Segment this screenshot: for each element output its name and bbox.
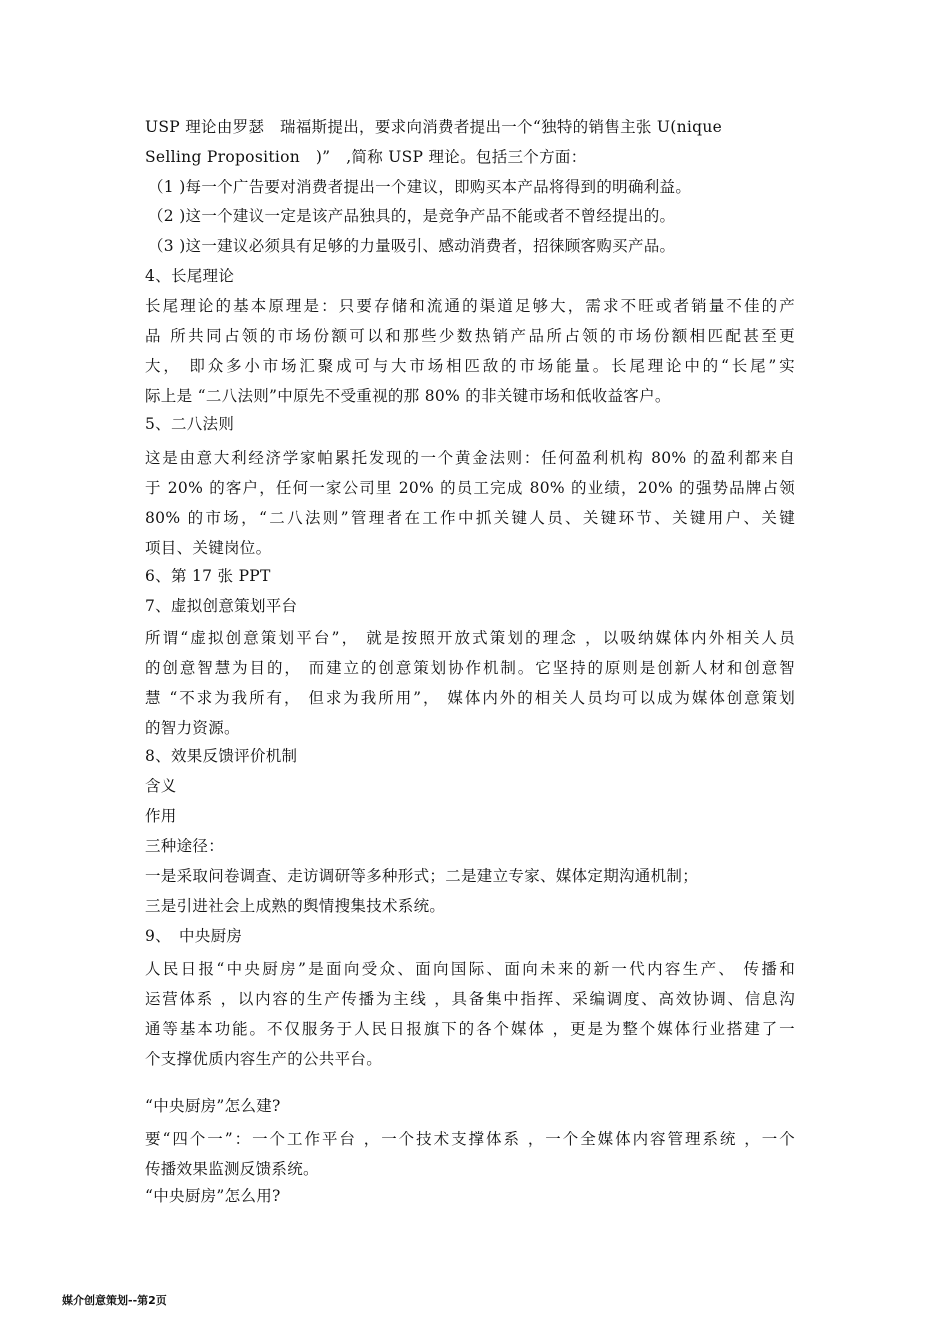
- central-kitchen-build-line-1: 要“四个一”：一个工作平台 ，一个技术支撑体系 ，一个全媒体内容管理系统 ，一个: [145, 1130, 795, 1148]
- pareto-line-4: 项目、关键岗位。: [145, 539, 272, 557]
- virtual-platform-line-2: 的创意智慧为目的， 而建立的创意策划协作机制。它坚持的原则是创新人材和创意智: [145, 659, 795, 677]
- usp-para-line-2: Selling Proposition )” ,简称 USP 理论。包括三个方面：: [145, 148, 587, 166]
- usp-point-2: （2 )这一个建议一定是该产品独具的，是竞争产品不能或者不曾经提出的。: [148, 207, 676, 225]
- virtual-platform-line-1: 所谓“虚拟创意策划平台”， 就是按照开放式策划的理念 ，以吸纳媒体内外相关人员: [145, 629, 795, 647]
- long-tail-line-3: 大， 即众多小市场汇聚成可与大市场相匹敌的市场能量。长尾理论中的“长尾”实: [145, 357, 795, 375]
- usp-para-line-1: USP 理论由罗瑟 瑞福斯提出，要求向消费者提出一个“独特的销售主张 U(nique: [145, 118, 723, 136]
- long-tail-line-1: 长尾理论的基本原理是：只要存储和流通的渠道足够大，需求不旺或者销量不佳的产: [145, 297, 795, 315]
- long-tail-line-4: 际上是 “二八法则”中原先不受重视的那 80% 的非关键市场和低收益客户。: [145, 387, 671, 405]
- central-kitchen-build-line-2: 传播效果监测反馈系统。: [145, 1160, 319, 1178]
- feedback-function: 作用: [145, 807, 177, 825]
- heading-ppt: 6、第 17 张 PPT: [145, 567, 271, 585]
- central-kitchen-build-question: “中央厨房”怎么建?: [145, 1097, 281, 1115]
- feedback-ways-line-1: 一是采取问卷调查、走访调研等多种形式；二是建立专家、媒体定期沟通机制；: [145, 867, 699, 885]
- heading-feedback: 8、效果反馈评价机制: [145, 747, 298, 765]
- pareto-line-2: 于 20% 的客户，任何一家公司里 20% 的员工完成 80% 的业绩，20% 的强势品牌占领: [145, 479, 795, 497]
- central-kitchen-line-1: 人民日报“中央厨房”是面向受众、面向国际、面向未来的新一代内容生产、 传播和: [145, 960, 795, 978]
- heading-virtual-platform: 7、虚拟创意策划平台: [145, 597, 298, 615]
- central-kitchen-line-3: 通等基本功能。不仅服务于人民日报旗下的各个媒体 ，更是为整个媒体行业搭建了一: [145, 1020, 795, 1038]
- heading-pareto: 5、二八法则: [145, 415, 235, 433]
- central-kitchen-line-4: 个支撑优质内容生产的公共平台。: [145, 1050, 383, 1068]
- usp-point-3: （3 )这一建议必须具有足够的力量吸引、感动消费者，招徕顾客购买产品。: [148, 237, 676, 255]
- page-footer: 媒介创意策划--第2页: [62, 1294, 167, 1307]
- usp-point-1: （1 )每一个广告要对消费者提出一个建议，即购买本产品将得到的明确利益。: [148, 178, 692, 196]
- pareto-line-1: 这是由意大利经济学家帕累托发现的一个黄金法则：任何盈利机构 80% 的盈利都来自: [145, 449, 795, 467]
- feedback-ways-line-2: 三是引进社会上成熟的舆情搜集技术系统。: [145, 897, 446, 915]
- feedback-meaning: 含义: [145, 777, 177, 795]
- heading-central-kitchen: 9、 中央厨房: [145, 927, 243, 945]
- virtual-platform-line-3: 慧 “不求为我所有， 但求为我所用”， 媒体内外的相关人员均可以成为媒体创意策划: [145, 689, 795, 707]
- virtual-platform-line-4: 的智力资源。: [145, 719, 240, 737]
- pareto-line-3: 80% 的市场，“二八法则”管理者在工作中抓关键人员、关键环节、关键用户、关键: [145, 509, 795, 527]
- feedback-ways-label: 三种途径：: [145, 837, 225, 855]
- central-kitchen-use-question: “中央厨房”怎么用?: [145, 1187, 281, 1205]
- central-kitchen-line-2: 运营体系 ，以内容的生产传播为主线 ，具备集中指挥、采编调度、高效协调、信息沟: [145, 990, 795, 1008]
- heading-long-tail: 4、长尾理论: [145, 267, 235, 285]
- long-tail-line-2: 品 所共同占领的市场份额可以和那些少数热销产品所占领的市场份额相匹配甚至更: [145, 327, 795, 345]
